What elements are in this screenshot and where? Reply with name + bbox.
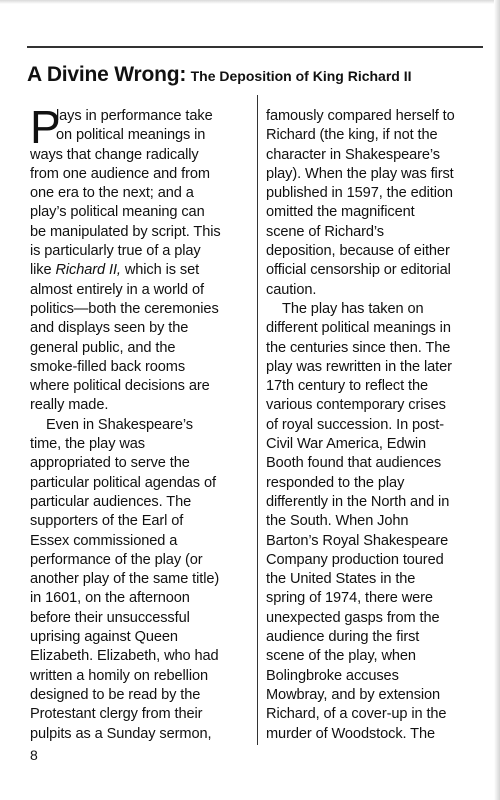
- text-line: on political meanings in: [56, 127, 206, 144]
- text-line: the South. When John: [266, 513, 409, 530]
- text-line: Booth found that audiences: [266, 455, 442, 472]
- text-line: play was rewritten in the later: [266, 358, 452, 375]
- text-line: like Richard II, which is set: [30, 262, 200, 279]
- page-edge-shadow-top: [0, 0, 500, 4]
- text-line: Barton’s Royal Shakespeare: [266, 532, 449, 549]
- text-line: performance of the play (or: [30, 551, 203, 568]
- page-edge-shadow-right: [494, 0, 500, 800]
- text-line: famously compared herself to: [266, 108, 455, 124]
- text-line: 17th century to reflect the: [266, 378, 428, 395]
- text-line: smoke-filled back rooms: [30, 358, 186, 375]
- text-line: uprising against Queen: [30, 629, 178, 646]
- text-line: character in Shakespeare’s: [266, 146, 440, 163]
- text-line: the centuries since then. The: [266, 339, 451, 356]
- text-line: published in 1597, the edition: [266, 185, 453, 202]
- text-line: written a homily on rebellion: [30, 667, 208, 684]
- column-divider: [257, 95, 258, 745]
- text-line: official censorship or editorial: [266, 262, 451, 279]
- text-line: murder of Woodstock. The: [266, 725, 436, 742]
- text-line: Richard (the king, if not the: [266, 127, 438, 144]
- text-line: Elizabeth. Elizabeth, who had: [30, 648, 219, 665]
- text-line: and displays seen by the: [30, 320, 189, 337]
- text-line: one era to the next; and a: [30, 185, 194, 202]
- text-line: spring of 1974, there were: [266, 590, 433, 607]
- text-line: various contemporary crises: [266, 397, 446, 414]
- text-line: Even in Shakespeare’s: [46, 416, 193, 433]
- text-line: Company production toured: [266, 551, 444, 568]
- text-line: Richard, of a cover-up in the: [266, 706, 447, 723]
- text-line: where political decisions are: [30, 378, 210, 395]
- text-line: of royal succession. In post-: [266, 416, 444, 433]
- text-line: Civil War America, Edwin: [266, 436, 427, 453]
- text-line: deposition, because of either: [266, 243, 450, 260]
- text-line: particular political agendas of: [30, 474, 216, 491]
- drop-cap: P: [30, 101, 61, 153]
- text-line: the United States in the: [266, 571, 416, 588]
- text-line: unexpected gasps from the: [266, 609, 440, 626]
- text-line: Essex commissioned a: [30, 532, 178, 549]
- article-title-main: A Divine Wrong:: [27, 63, 187, 86]
- text-line: appropriated to serve the: [30, 455, 190, 472]
- text-line: play). When the play was first: [266, 165, 454, 182]
- text-line: different political meanings in: [266, 320, 451, 337]
- text-line: scene of Richard’s: [266, 223, 384, 240]
- italic-title: Richard II,: [55, 262, 121, 279]
- right-column: [266, 107, 478, 744]
- text-line: ways that change radically: [30, 146, 199, 163]
- text-line: pulpits as a Sunday sermon,: [30, 725, 212, 742]
- text-line: The play has taken on: [282, 300, 424, 317]
- text-line: politics—both the ceremonies: [30, 300, 219, 317]
- text-line: general public, and the: [30, 339, 176, 356]
- text-line: is particularly true of a play: [30, 243, 201, 260]
- text-line: lays in performance take: [56, 108, 213, 124]
- text-line: be manipulated by script. This: [30, 223, 221, 240]
- text-line: another play of the same title): [30, 571, 220, 588]
- text-line: designed to be read by the: [30, 686, 201, 703]
- text-line: Bolingbroke accuses: [266, 667, 399, 684]
- article-title-subtitle: The Deposition of King Richard II: [190, 68, 412, 84]
- left-column: [30, 101, 248, 744]
- text-line: particular audiences. The: [30, 493, 192, 510]
- text-line: before their unsuccessful: [30, 609, 190, 626]
- text-line: caution.: [266, 281, 317, 298]
- page-number: 8: [30, 747, 38, 763]
- text-line: really made.: [30, 397, 109, 414]
- text-line: time, the play was: [30, 436, 146, 453]
- text-line: supporters of the Earl of: [30, 513, 184, 530]
- text-line: Protestant clergy from their: [30, 706, 203, 723]
- text-line: omitted the magnificent: [266, 204, 415, 221]
- text-line: scene of the play, when: [266, 648, 416, 665]
- text-line: play’s political meaning can: [30, 204, 205, 221]
- text-line: Mowbray, and by extension: [266, 686, 441, 703]
- title-rule: [27, 46, 483, 48]
- text-line: audience during the first: [266, 629, 420, 646]
- article-title: [27, 62, 487, 90]
- text-line: from one audience and from: [30, 165, 210, 182]
- text-line: almost entirely in a world of: [30, 281, 204, 298]
- text-line: differently in the North and in: [266, 493, 450, 510]
- text-line: responded to the play: [266, 474, 405, 491]
- text-line: in 1601, on the afternoon: [30, 590, 190, 607]
